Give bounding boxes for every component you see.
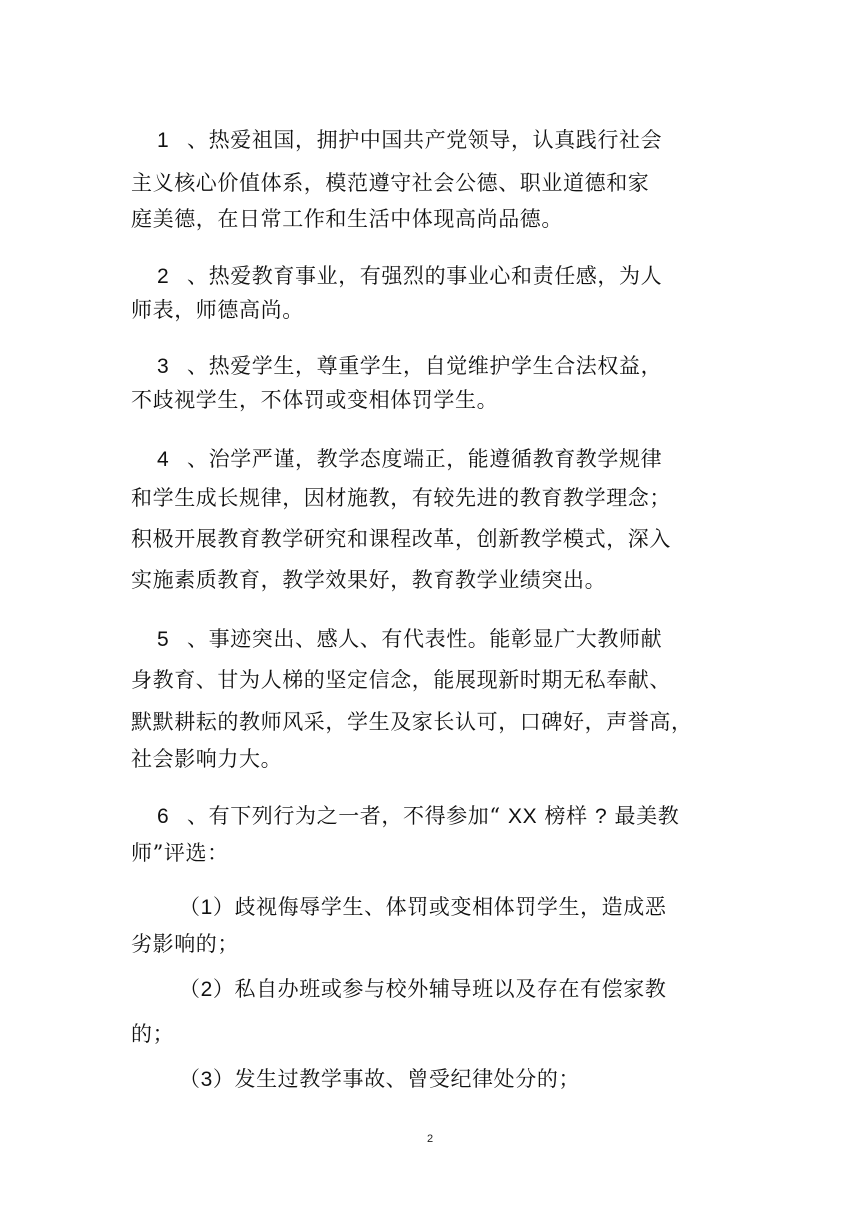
item-6-line-2: 师”评选： [131,841,229,865]
item-2-line-1: 2 、热爱教育事业，有强烈的事业心和责任感，为人 [131,263,662,290]
sub-item-2-label: （2） [179,978,235,1001]
item-6-line-1: 6 、有下列行为之一者，不得参加“ XX 榜样 ? 最美教 [131,803,679,830]
item-4-line-3: 积极开展教育教学研究和课程改革，创新教学模式，深入 [131,527,671,551]
item-3-number: 3 [157,355,170,378]
item-5-line-2: 身教育、甘为人梯的坚定信念，能展现新时期无私奉献、 [131,668,671,692]
sub-item-3-label: （3） [179,1068,235,1091]
item-1-line-2: 主义核心价值体系，模范遵守社会公德、职业道德和家 [131,171,650,195]
sub-item-1-line-2: 劣影响的； [131,932,239,956]
sub-item-3-line-1: （3）发生过教学事故、曾受纪律处分的； [179,1067,581,1091]
item-5-number: 5 [157,628,170,651]
sub-item-2-line-2: 的； [131,1022,175,1046]
item-5-line-3: 默默耕耘的教师风采，学生及家长认可，口碑好，声誉高， [131,710,693,734]
item-5-line-1: 5 、事迹突出、感人、有代表性。能彰显广大教师献 [131,626,662,653]
item-3-line-1: 3 、热爱学生，尊重学生，自觉维护学生合法权益， [131,353,662,380]
item-4-line-1: 4 、治学严谨，教学态度端正，能遵循教育教学规律 [131,446,662,473]
item-4-line-2: 和学生成长规律，因材施教，有较先进的教育教学理念； [131,486,671,510]
item-4-line-4: 实施素质教育，教学效果好，教育教学业绩突出。 [131,568,607,592]
sub-item-1-line-1: （1）歧视侮辱学生、体罚或变相体罚学生，造成恶 [179,895,667,919]
item-5-line-4: 社会影响力大。 [131,747,283,771]
item-6-number: 6 [157,805,170,828]
sub-item-1-label: （1） [179,896,235,919]
item-4-number: 4 [157,448,170,471]
sub-item-2-line-1: （2）私自办班或参与校外辅导班以及存在有偿家教 [179,977,667,1001]
item-2-line-2: 师表，师德高尚。 [131,298,304,322]
page-number: 2 [426,1133,434,1145]
item-3-line-2: 不歧视学生，不体罚或变相体罚学生。 [131,388,499,412]
item-2-number: 2 [157,265,170,288]
item-1-number: 1 [157,129,170,152]
item-1-line-1: 1 、热爱祖国，拥护中国共产党领导，认真践行社会 [131,127,662,154]
item-1-line-3: 庭美德，在日常工作和生活中体现高尚品德。 [131,207,563,231]
